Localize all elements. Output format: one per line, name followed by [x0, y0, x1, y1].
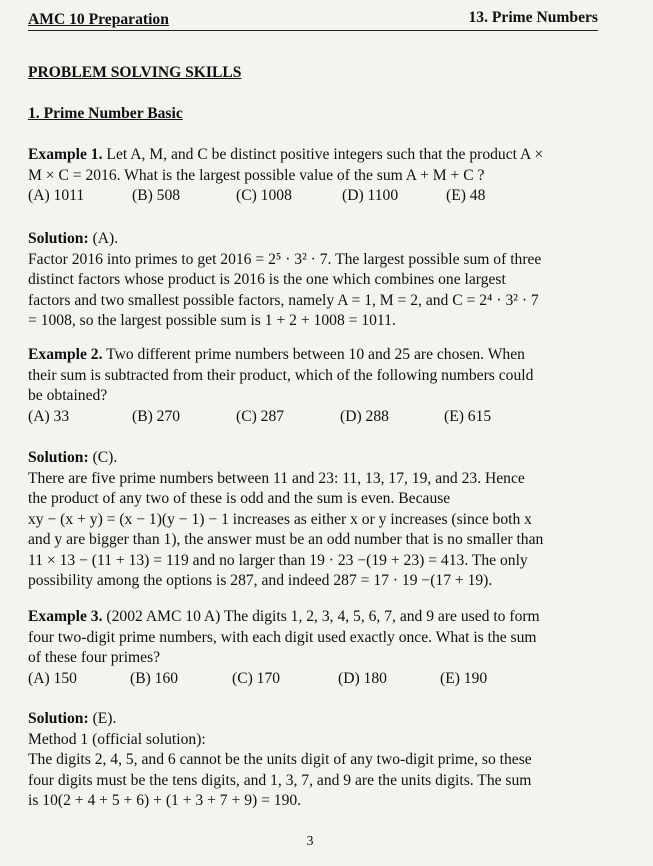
solution-line: There are five prime numbers between 11 and 23: 11, 13, 17, 19, and 23. Hence: [28, 469, 525, 487]
example-line: be obtained?: [28, 387, 108, 404]
solution-heading: [28, 229, 608, 250]
solution-line: factors and two smallest possible factors, namely A = 1, M = 2, and C = 2⁴ · 3² · 7: [28, 291, 539, 309]
option-d: (D) 1100: [342, 187, 399, 204]
answer-options: [28, 407, 608, 428]
option-a: (A) 1011: [28, 187, 85, 204]
answer-options: [28, 186, 608, 207]
solution-line: = 1008, so the largest possible sum is 1 + 2 + 1008 = 1011.: [28, 312, 396, 329]
solution-line: Factor 2016 into primes to get 2016 = 2⁵ · 3² · 7. The largest possible sum of three: [28, 250, 542, 268]
example-line: M × C = 2016. What is the largest possible value of the sum A + M + C ?: [28, 166, 485, 184]
example-text: Let A, M, and C be distinct positive integers such that the product A ×: [106, 146, 544, 163]
solution-line: the product of any two of these is odd and the sum is even. Because: [28, 490, 451, 507]
option-e: (E) 48: [446, 187, 486, 204]
option-b: (B) 270: [132, 407, 181, 425]
example-2: [28, 345, 608, 427]
option-d: (D) 288: [340, 407, 389, 425]
option-a: (A) 150: [28, 669, 77, 687]
example-label: Example 3.: [28, 608, 103, 625]
solution-line: four digits must be the tens digits, and 1, 3, 7, and 9 are the units digits. The sum: [28, 771, 532, 789]
solution-label: Solution:: [28, 230, 89, 247]
option-c: (C) 1008: [236, 187, 292, 204]
example-label: Example 2.: [28, 346, 103, 363]
example-line: of these four primes?: [28, 649, 161, 666]
example-1: [28, 145, 608, 207]
page-header: [28, 8, 598, 31]
solution-answer: (A).: [92, 230, 119, 247]
section-title: PROBLEM SOLVING SKILLS: [28, 64, 242, 81]
example-line: [28, 607, 608, 628]
solution-label: Solution:: [28, 710, 89, 727]
solution-line: possibility among the options is 287, and indeed 287 = 17 · 19 −(17 + 19).: [28, 572, 493, 589]
page-number: 3: [306, 834, 314, 849]
example-text: Two different prime numbers between 10 and 25 are chosen. When: [106, 346, 525, 363]
solution-line: The digits 2, 4, 5, and 6 cannot be the units digit of any two-digit prime, so these: [28, 751, 532, 768]
option-c: (C) 287: [236, 407, 285, 425]
solution-line: is 10(2 + 4 + 5 + 6) + (1 + 3 + 7 + 9) = 190.: [28, 792, 302, 809]
example-3: [28, 607, 608, 689]
solution-line: distinct factors whose product is 2016 is the one which combines one largest: [28, 271, 506, 288]
solution-2: [28, 448, 608, 592]
header-chapter-title: 13. Prime Numbers: [468, 9, 598, 26]
solution-line: and y are bigger than 1), the answer must be an odd number that is no smaller than: [28, 531, 544, 548]
option-a: (A) 33: [28, 407, 70, 425]
header-course-title: AMC 10 Preparation: [28, 11, 169, 28]
solution-line: Method 1 (official solution):: [28, 730, 206, 748]
subsection-title: 1. Prime Number Basic: [28, 105, 183, 122]
option-e: (E) 190: [440, 669, 488, 687]
option-b: (B) 160: [130, 669, 179, 687]
solution-line: 11 × 13 − (11 + 13) = 119 and no larger than 19 · 23 −(19 + 23) = 413. The only: [28, 551, 528, 569]
example-line: four two-digit prime numbers, with each digit used exactly once. What is the sum: [28, 628, 537, 646]
example-line: [28, 145, 608, 166]
option-d: (D) 180: [338, 669, 387, 687]
solution-line: xy − (x + y) = (x − 1)(y − 1) − 1 increases as either x or y increases (since both x: [28, 510, 532, 528]
example-line: their sum is subtracted from their product, which of the following numbers could: [28, 366, 534, 384]
answer-options: [28, 669, 608, 690]
solution-answer: (E).: [92, 710, 117, 727]
option-e: (E) 615: [444, 407, 492, 425]
solution-heading: [28, 709, 608, 730]
solution-3: [28, 709, 608, 812]
example-label: Example 1.: [28, 146, 103, 163]
solution-answer: (C).: [92, 449, 118, 466]
option-b: (B) 508: [132, 187, 181, 204]
solution-heading: [28, 448, 608, 469]
solution-1: [28, 229, 608, 332]
example-line: [28, 345, 608, 366]
option-c: (C) 170: [232, 669, 281, 687]
solution-label: Solution:: [28, 449, 89, 466]
example-text: (2002 AMC 10 A) The digits 1, 2, 3, 4, 5, 6, 7, and 9 are used to form: [106, 608, 540, 625]
